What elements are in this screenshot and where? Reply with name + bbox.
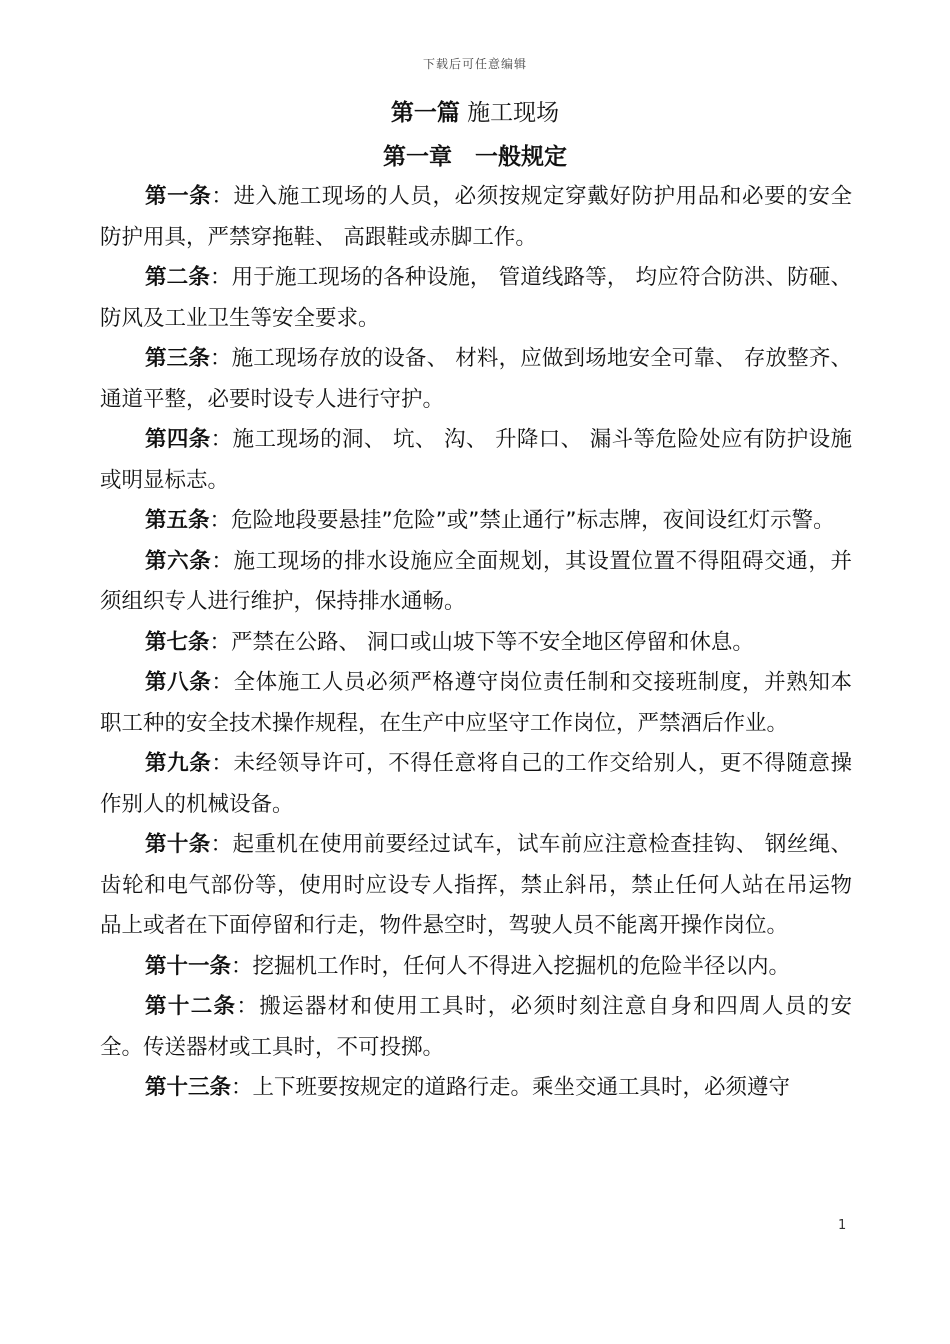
article-number: 第七条 bbox=[145, 629, 210, 655]
header-note: 下载后可任意编辑 bbox=[422, 57, 527, 71]
article-text: ：起重机在使用前要经过试车，试车前应注意检查挂钩、 钢丝绳、 齿轮和电气部份等，使用时应设专人指挥，禁止斜吊，禁止任何人站在吊运物品上或者在下面停留和行走，物件悬空时，驾驶人员不能离开操作岗位。 bbox=[100, 832, 852, 938]
article bbox=[100, 501, 852, 542]
part-title bbox=[0, 96, 950, 130]
article bbox=[100, 542, 852, 623]
article-number: 第二条 bbox=[145, 265, 210, 290]
article-text: ：进入施工现场的人员，必须按规定穿戴好防护用品和必要的安全防护用具，严禁穿拖鞋、 高跟鞋或赤脚工作。 bbox=[100, 184, 852, 250]
article bbox=[100, 825, 852, 947]
article bbox=[100, 420, 852, 501]
article-number: 第三条 bbox=[145, 346, 210, 371]
page-number: 1 bbox=[838, 1218, 847, 1233]
article bbox=[100, 339, 852, 420]
article bbox=[100, 663, 852, 744]
chapter-title: 第一章 一般规定 bbox=[383, 144, 567, 170]
article-text: ：严禁在公路、 洞口或山坡下等不安全地区停留和休息。 bbox=[209, 629, 754, 655]
article-text: ：施工现场的排水设施应全面规划，其设置位置不得阻碍交通，并须组织专人进行维护，保持排水通畅。 bbox=[100, 548, 852, 614]
article-text: ：用于施工现场的各种设施， 管道线路等， 均应符合防洪、防砸、 防风及工业卫生等安全要求。 bbox=[100, 265, 852, 331]
article-number: 第十条 bbox=[145, 832, 211, 857]
article-number: 第十二条 bbox=[145, 994, 237, 1019]
article-number: 第十三条 bbox=[145, 1075, 232, 1100]
article-text: ：施工现场的洞、 坑、 沟、 升降口、 漏斗等危险处应有防护设施或明显标志。 bbox=[100, 427, 852, 493]
article bbox=[100, 987, 852, 1068]
article-text: ：施工现场存放的设备、 材料，应做到场地安全可靠、 存放整齐、 通道平整，必要时设专人进行守护。 bbox=[100, 346, 852, 412]
article-number: 第九条 bbox=[145, 751, 212, 776]
article-number: 第十一条 bbox=[145, 953, 232, 979]
article bbox=[100, 1068, 852, 1109]
article-text: ：上下班要按规定的道路行走。乘坐交通工具时，必须遵守 bbox=[231, 1075, 791, 1100]
article-number: 第六条 bbox=[145, 548, 212, 574]
article bbox=[100, 623, 852, 664]
article bbox=[100, 177, 852, 258]
article-number: 第四条 bbox=[145, 427, 211, 452]
article-number: 第八条 bbox=[145, 670, 212, 695]
article-number: 第五条 bbox=[145, 508, 210, 533]
article-text: ：全体施工人员必须严格遵守岗位责任制和交接班制度，并熟知本职工种的安全技术操作规程，在生产中应坚守工作岗位，严禁酒后作业。 bbox=[100, 670, 852, 736]
article bbox=[100, 947, 852, 988]
article-text: ：危险地段要悬挂”危险”或”禁止通行”标志牌，夜间设红灯示警。 bbox=[209, 508, 835, 533]
document-body bbox=[100, 177, 852, 1109]
article-text: ：搬运器材和使用工具时，必须时刻注意自身和四周人员的安全。传送器材或工具时，不可投掷。 bbox=[100, 994, 852, 1060]
article-text: ：未经领导许可，不得任意将自己的工作交给别人，更不得随意操作别人的机械设备。 bbox=[100, 751, 852, 817]
article-number: 第一条 bbox=[145, 184, 212, 209]
part-title-text: 施工现场 bbox=[467, 100, 560, 126]
part-title-label: 第一篇 bbox=[390, 100, 460, 126]
article bbox=[100, 744, 852, 825]
article-text: ：挖掘机工作时，任何人不得进入挖掘机的危险半径以内。 bbox=[231, 953, 791, 979]
article bbox=[100, 258, 852, 339]
